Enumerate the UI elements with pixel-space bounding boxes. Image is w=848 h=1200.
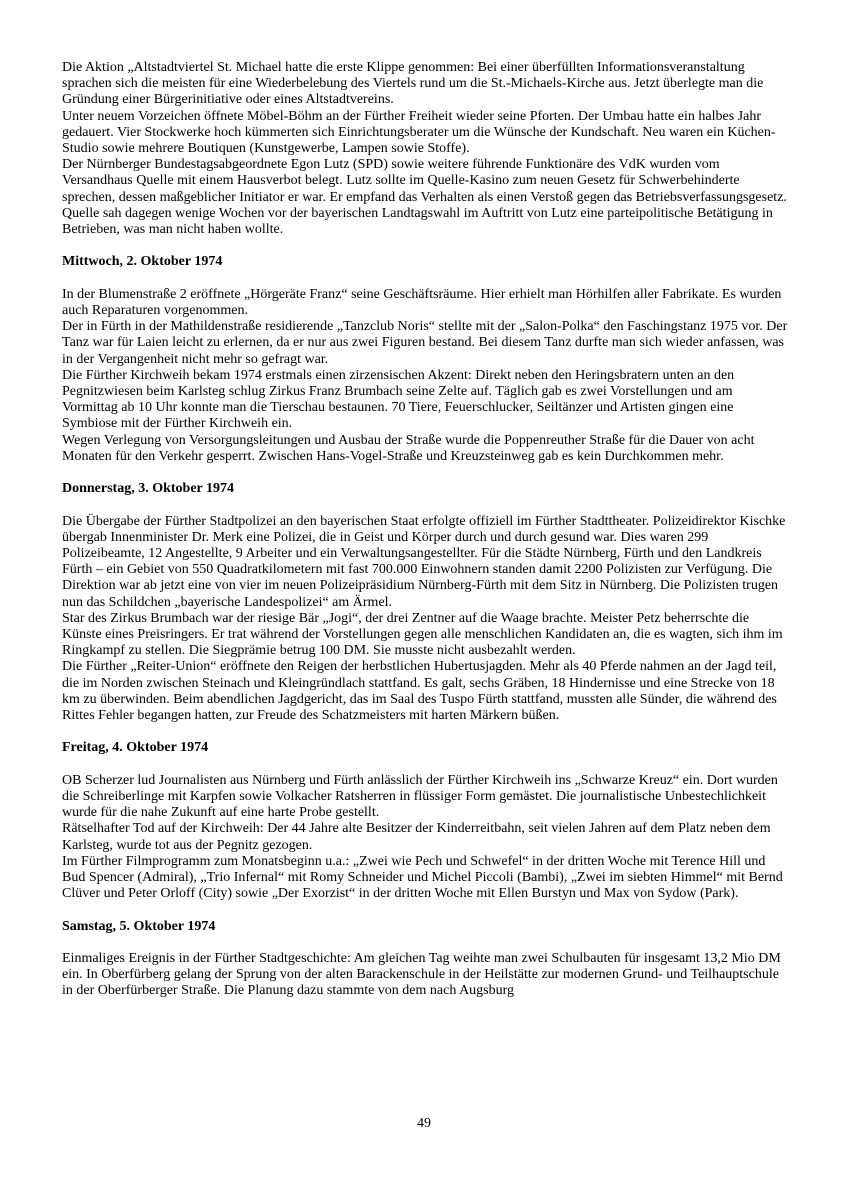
paragraph: Die Fürther „Reiter-Union“ eröffnete den Reigen der herbstlichen Hubertusjagden. Mehr als 40 Pferde nahmen an der Jagd teil, die im Norden zwischen Steinach und Kleingründlach stattfand. Es galt, sechs Gräben, 18 Hindernisse und eine Strecke von 18 km zu überwinden. Beim abendlichen Jagdgericht, das im Saal des Tuspo Fürth stattfand, mussten alle Sünder, die während des Rittes Fehler begangen hatten, zur Freude des Schatzmeisters mit harten Märkern büßen.: [62, 659, 777, 724]
paragraph: Der Nürnberger Bundestagsabgeordnete Egon Lutz (SPD) sowie weitere führende Funktionäre des VdK wurden vom Versandhaus Quelle mit einem Hausverbot belegt. Lutz sollte im Quelle-Kasino zum neuen Gesetz für Schwerbehinderte sprechen, dessen maßgeblicher Initiator er war. Er empfand das Verhalten als einen Verstoß gegen das Betriebsverfassungsgesetz. Quelle sah dagegen wenige Wochen vor der bayerischen Landtagswahl im Auftritt von Lutz eine parteipolitische Betätigung in Betrieben, was man nicht haben wollte.: [62, 157, 787, 238]
paragraph: Rätselhafter Tod auf der Kirchweih: Der 44 Jahre alte Besitzer der Kinderreitbahn, seit vielen Jahren auf dem Platz neben dem Karlsteg, wurde tot aus der Pegnitz gezogen.: [62, 821, 771, 853]
paragraph: Wegen Verlegung von Versorgungsleitungen und Ausbau der Straße wurde die Poppenreuther Straße für die Dauer von acht Monaten für den Verkehr gesperrt. Zwischen Hans-Vogel-Straße und Kreuzsteinweg gab es kein Durchkommen mehr.: [62, 432, 755, 464]
date-heading: Freitag, 4. Oktober 1974: [62, 740, 209, 756]
paragraph: Die Übergabe der Fürther Stadtpolizei an den bayerischen Staat erfolgte offiziell im Fürther Stadttheater. Polizeidirektor Kischke übergab Innenminister Dr. Merk eine Polizei, die in Geist und Körper durch und durch gesund war. Dies waren 299 Polizeibeamte, 12 Angestellte, 9 Arbeiter und ein Verwaltungsangestellter. Für die Städte Nürnberg, Fürth und den Landkreis Fürth – ein Gebiet von 550 Quadratkilometern mit fast 700.000 Einwohnern standen damit 2200 Polizisten zur Verfügung. Die Direktion war ab jetzt eine von vier im neuen Polizeipräsidium Nürnberg-Fürth mit dem Sitz in Nürnberg. Die Polizisten trugen nun das Schildchen „bayerische Landespolizei“ am Ärmel.: [62, 513, 786, 610]
paragraph: OB Scherzer lud Journalisten aus Nürnberg und Fürth anlässlich der Fürther Kirchweih ins „Schwarze Kreuz“ ein. Dort wurden die Schreiberlinge mit Karpfen sowie Volkacher Ratsherren in flüssiger Form gemästet. Die journalistische Unbestechlichkeit wurde für die nahe Zukunft auf eine harte Probe gestellt.: [62, 772, 778, 821]
date-heading: Donnerstag, 3. Oktober 1974: [62, 481, 235, 497]
paragraph: Unter neuem Vorzeichen öffnete Möbel-Böhm an der Fürther Freiheit wieder seine Pforten. Der Umbau hatte ein halbes Jahr gedauert. Vier Stockwerke hoch kümmerten sich Einrichtungsberater um die Wünsche der Kundschaft. Neu waren ein Küchen-Studio sowie mehrere Boutiquen (Kunstgewerbe, Lampen sowie Stoffe).: [62, 108, 776, 157]
paragraph: In der Blumenstraße 2 eröffnete „Hörgeräte Franz“ seine Geschäftsräume. Hier erhielt man Hörhilfen aller Fabrikate. Es wurden auch Reparaturen vorgenommen.: [62, 286, 782, 319]
paragraph: Im Fürther Filmprogramm zum Monatsbeginn u.a.: „Zwei wie Pech und Schwefel“ in der dritten Woche mit Terence Hill und Bud Spencer (Admiral), „Trio Infernal“ mit Romy Schneider und Michel Piccoli (Bambi), „Zwei im siebten Himmel“ mit Bernd Clüver und Peter Orloff (City) sowie „Der Exorzist“ in der dritten Woche mit Ellen Burstyn und Max von Sydow (Park).: [62, 853, 783, 902]
paragraph: Die Fürther Kirchweih bekam 1974 erstmals einen zirzensischen Akzent: Direkt neben den Heringsbratern unten an den Pegnitzwiesen beim Karlsteg schlug Zirkus Franz Brumbach seine Zelte auf. Täglich gab es zwei Vorstellungen und am Vormittag ab 10 Uhr konnte man die Tierschau bestaunen. 70 Tiere, Feuerschlucker, Seiltänzer und Artisten gingen eine Symbiose mit der Fürther Kirchweih ein.: [62, 367, 735, 432]
date-heading: Mittwoch, 2. Oktober 1974: [62, 254, 223, 270]
paragraph: Einmaliges Ereignis in der Fürther Stadtgeschichte: Am gleichen Tag weihte man zwei Schulbauten für insgesamt 13,2 Mio DM ein. In Oberfürberg gelang der Sprung von der alten Barackenschule in der Heilstätte zur modernen Grund- und Teilhauptschule in der Oberfürberger Straße. Die Planung dazu stammte von dem nach Augsburg: [62, 951, 781, 999]
page-number: 49: [417, 1116, 431, 1131]
paragraph: Star des Zirkus Brumbach war der riesige Bär „Jogi“, der drei Zentner auf die Waage brachte. Meister Petz beherrschte die Künste eines Preisringers. Er trat während der Vorstellungen gegen alle menschlichen Kandidaten an, die es wagten, sich ihm im Ringkampf zu stellen. Die Siegprämie betrug 100 DM. Sie musste nicht ausbezahlt werden.: [62, 610, 783, 659]
paragraph: Der in Fürth in der Mathildenstraße residierende „Tanzclub Noris“ stellte mit der „Salon-Polka“ den Faschingstanz 1975 vor. Der Tanz war für Laien leicht zu erlernen, da er nur aus zwei Figuren bestand. Bei diesem Tanz durfte man sich wieder anfassen, was in der Vergangenheit nicht mehr so gefragt war.: [62, 319, 788, 367]
date-heading: Samstag, 5. Oktober 1974: [62, 918, 216, 934]
page-content: [62, 60, 788, 1000]
paragraph: Die Aktion „Altstadtviertel St. Michael hatte die erste Klippe genommen: Bei einer überfüllten Informationsveranstaltung sprachen sich die meisten für eine Wiederbelebung des Viertels rund um die St.-Michaels-Kirche aus. Jetzt überlegte man die Gründung einer Bürgerinitiative oder eines Altstadtvereins.: [62, 60, 764, 108]
